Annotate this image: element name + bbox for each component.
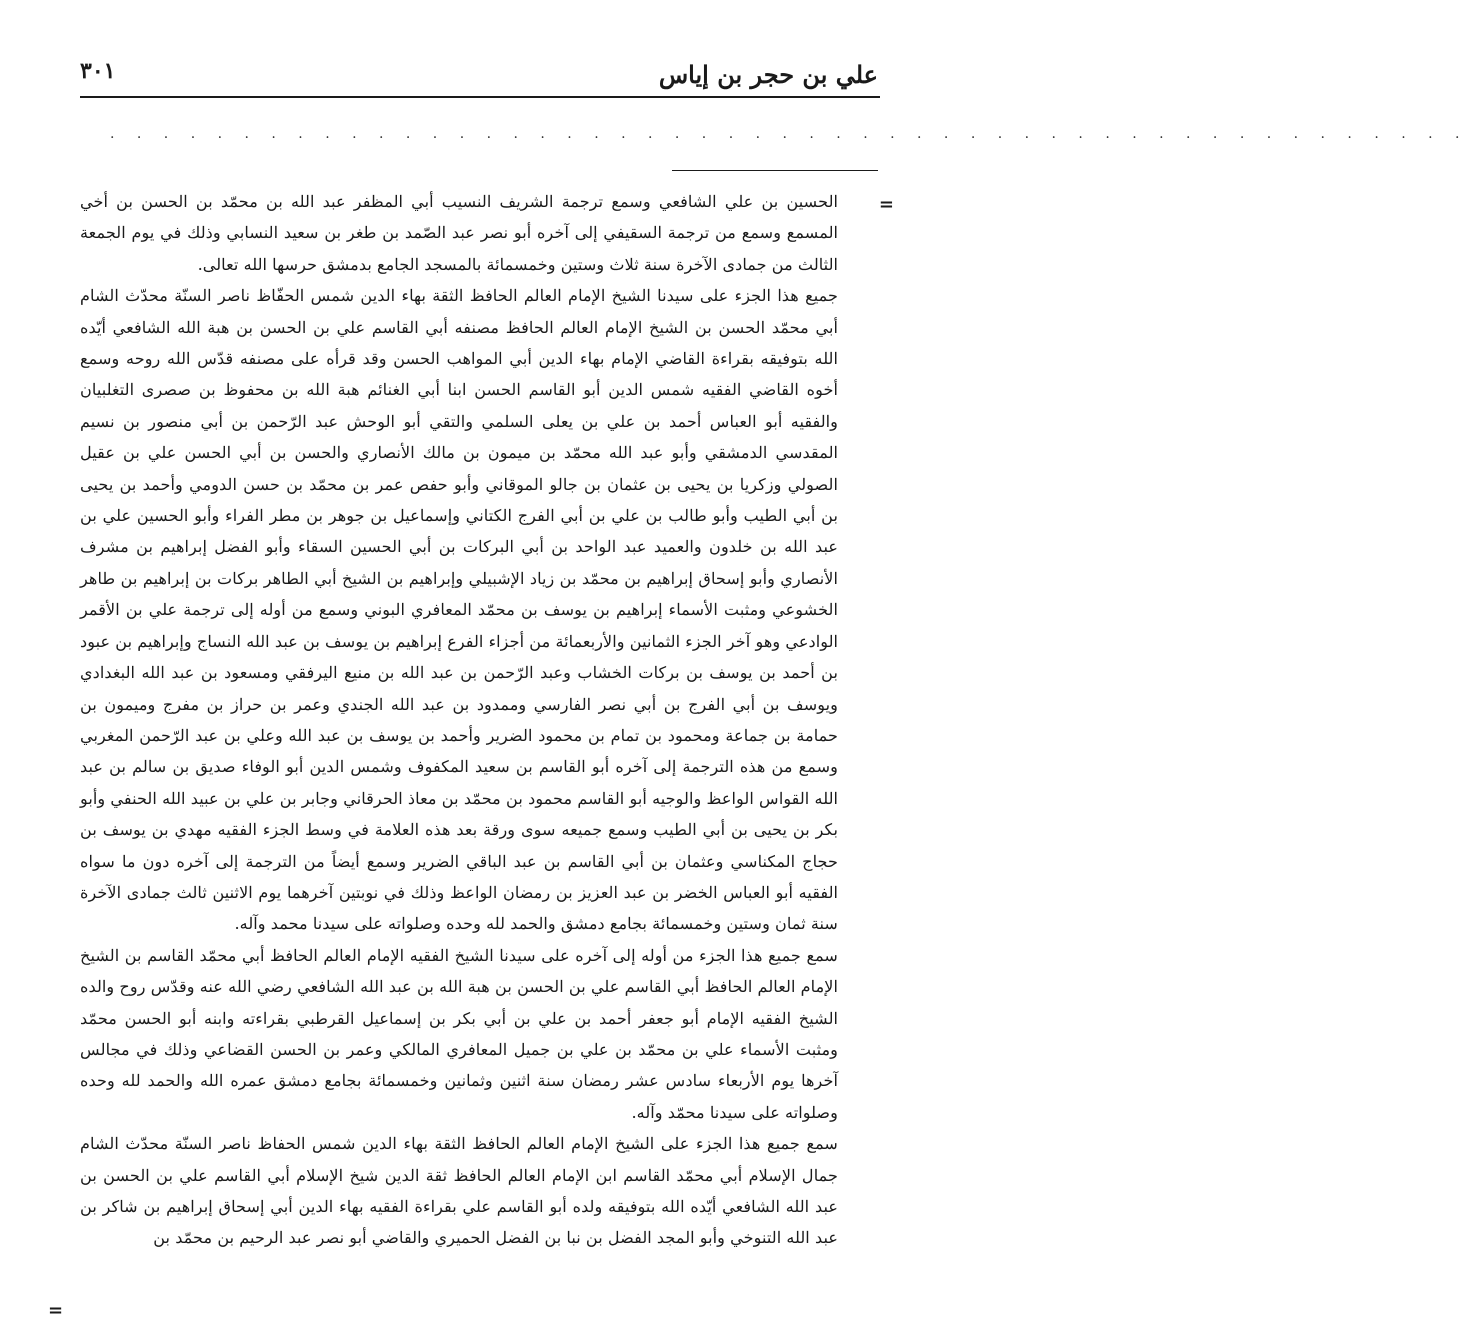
paragraph-3: سمع جميع هذا الجزء من أوله إلى آخره على سيدنا الشيخ الفقيه الإمام العالم الحافظ أبي محمّد القاسم بن الشيخ الإمام العالم الحافظ أبي القاسم علي بن الحسن بن هبة الله بن عبد الله الشافعي رضي الله عنه وقدّس روح والده الشيخ الفقيه الإمام أبو جعفر أحمد بن علي بن أبي بكر بن إسماعيل القرطبي بقراءته وابنه أبو الحسن محمّد ومثبت الأسماء علي بن محمّد بن علي بن جميل المعافري المالكي وعمر بن الحسن القضاعي وذلك في مجالس آخرها يوم الأربعاء سادس عشر رمضان سنة اثنين وثمانين وخمسمائة بجامع دمشق عمره الله والحمد لله وحده وصلواته على سيدنا محمّد وآله.	[80, 945, 838, 1122]
page-number: ٣٠١	[80, 58, 116, 84]
continuation-mark-bottom: =	[48, 1300, 64, 1321]
dot-leader: . . . . . . . . . . . . . . . . . . . . . . . . . . . . . . . . . . . . . . . . . . . . . . . . . . .	[110, 126, 1468, 142]
continuation-mark-top: =	[878, 194, 894, 215]
running-title: علي بن حجر بن إياس	[658, 60, 878, 89]
main-text	[80, 186, 838, 1306]
running-head	[80, 58, 878, 98]
paragraph-4: سمع جميع هذا الجزء على الشيخ الإمام العالم الحافظ الثقة بهاء الدين شمس الحفاظ ناصر السنّة محدّث الشام جمال الإسلام أبي محمّد القاسم ابن الإمام العالم الحافظ ثقة الدين شيخ الإسلام أبي القاسم علي بن الحسن بن عبد الله الشافعي أيّده الله بتوفيقه ولده أبو القاسم علي بقراءة الفقيه بهاء الدين أبي إسحاق إبراهيم بن شاكر بن عبد الله التنوخي وأبو المجد الفضل بن نبا بن الفضل الحميري والقاضي أبو نصر عبد الرحيم بن محمّد بن	[80, 1134, 838, 1248]
header-rule	[80, 96, 880, 98]
paragraph-2: جميع هذا الجزء على سيدنا الشيخ الإمام العالم الحافظ الثقة بهاء الدين شمس الحفّاظ ناصر السنّة محدّث الشام أبي محمّد الحسن بن الشيخ الإمام العالم الحافظ مصنفه أبي القاسم علي بن الحسن بن هبة الله الشافعي أيّده الله بتوفيقه بقراءة القاضي الإمام بهاء الدين أبي المواهب الحسن وقد قرأه على مصنفه قدّس الله روحه وسمع أخوه القاضي الفقيه شمس الدين أبو القاسم الحسن ابنا أبي الغنائم هبة الله بن محفوظ بن صصرى التغلبيان والفقيه أبو العباس أحمد بن علي بن يعلى السلمي والتقي أبو الوحش عبد الرّحمن بن أبي منصور بن نسيم المقدسي الدمشقي وأبو عبد الله محمّد بن ميمون بن مالك الأنصاري والحسن بن أبي الحسن علي بن عقيل الصولي وزكريا بن يحيى بن عثمان بن جالو الموقاني وأبو حفص عمر بن محمّد بن حسن الدومي وأحمد بن يحيى بن أبي الطيب وأبو طالب بن علي بن أبي الفرج الكتاني وإسماعيل بن جوهر بن مطر الفراء وأبو الحسين علي بن عبد الله بن خلدون والعميد عبد الواحد بن أبي البركات بن أبي الحسين السقاء وأبو الفضل إبراهيم بن مشرف الأنصاري وأبو إسحاق إبراهيم بن محمّد بن زياد الإشبيلي وإبراهيم بن الشيخ أبي الطاهر بركات بن إبراهيم بن طاهر الخشوعي ومثبت الأسماء إبراهيم بن يوسف بن محمّد المعافري البوني وسمع من أوله إلى ترجمة علي بن الأقمر الوادعي وهو آخر الجزء الثمانين والأربعمائة من أجزاء الفرع إبراهيم بن يوسف بن عبد الله النساج وإبراهيم بن عبود بن أحمد بن يوسف بن بركات الخشاب وعبد الرّحمن بن عبد الله بن منيع اليرفقي ومسعود بن عبد الله البغدادي ويوسف بن أبي الفرج بن أبي نصر الفارسي وممدود بن عبد الله الجندي وعمر بن حراز بن مفرج وميمون بن حمامة بن جماعة ومحمود بن تمام بن محمود الضرير وأحمد بن يوسف بن عبد الله وعلي بن عبد الرّحمن المغربي وسمع من هذه الترجمة إلى آخره أبو القاسم بن سعيد المكفوف وشمس الدين أبو الوفاء صديق بن سالم بن عبد الله القواس الواعظ والوجيه أبو القاسم محمود بن محمّد بن معاذ الحرقاني وجابر بن علي بن عبيد الله الحنفي وأبو بكر بن يحيى بن أبي الطيب وسمع جميعه سوى ورقة بعد هذه العلامة في وسط الجزء الفقيه مهدي بن يوسف بن حجاج المكناسي وعثمان بن أبي القاسم بن عبد الباقي الضرير وسمع أيضاً من الترجمة إلى آخره دون ما سواه الفقيه أبو العباس الخضر بن عبد العزيز بن رمضان الواعظ وذلك في نوبتين آخرهما يوم الاثنين ثالث جمادى الآخرة سنة ثمان وستين وخمسمائة بجامع دمشق والحمد لله وحده وصلواته على سيدنا محمد وآله.	[80, 286, 839, 934]
paragraph-1: الحسين بن علي الشافعي وسمع ترجمة الشريف النسيب أبي المظفر عبد الله بن محمّد بن الحسن بن أخي المسمع وسمع من ترجمة السقيفي إلى آخره أبو نصر عبد الصّمد بن طغر بن سعيد النسابي وذلك في يوم الجمعة الثالث من جمادى الآخرة سنة ثلاث وستين وخمسمائة بالمسجد الجامع بدمشق حرسها الله تعالى.	[80, 192, 838, 274]
section-rule	[672, 170, 878, 171]
